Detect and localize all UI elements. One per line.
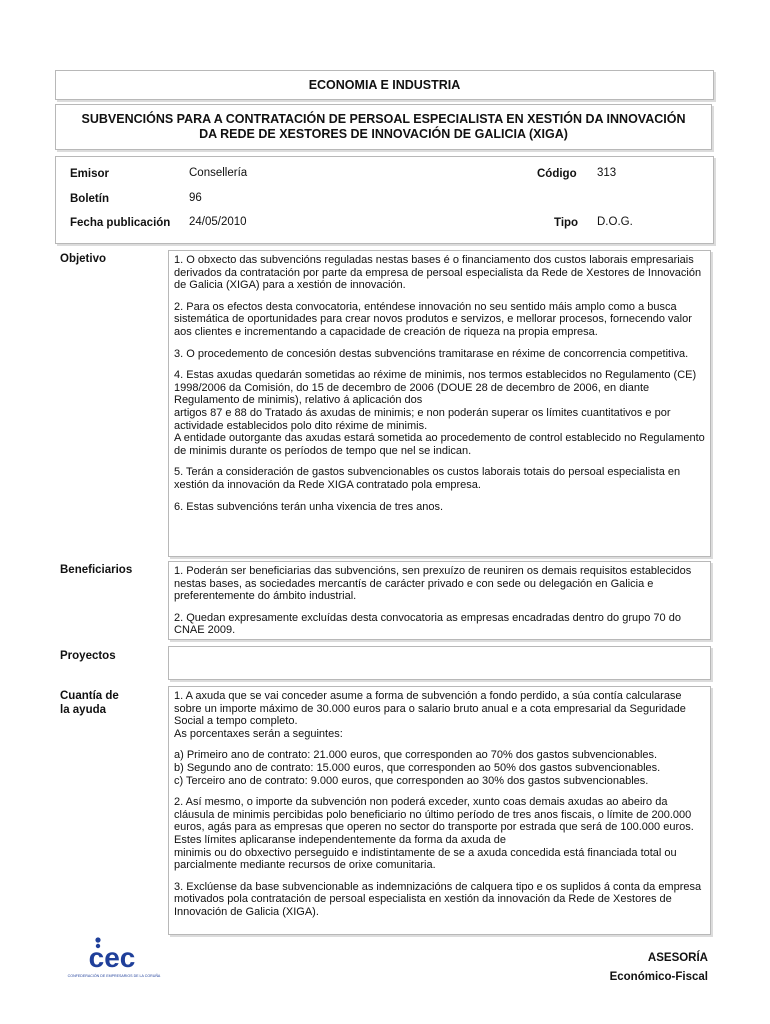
cuantia-label-line-2: la ayuda [60,704,107,716]
fecha-label: Fecha publicación [70,217,171,229]
cuantia-paragraph-3: 2. Así mesmo, o importe da subvención non poderá exceder, xunto coas demais axudas ao abeiro da cláusula de minimis percibidas polo beneficiario no último período de tres anos fiscais, o límite de 200.000 euros, agás para as empresas que operen no sector do transporte por estrada que será de 100.000 euros. Estes límites aplicaranse independentemente da forma da axuda de minimis ou do obxectivo perseguido e indistintamente de se a axuda concedida está financiada total ou parcialmente mediante recursos de orixe comunitaria. [174,796,694,872]
objetivo-paragraph-4: 4. Estas axudas quedarán sometidas ao réxime de minimis, nos termos establecidos no Regulamento (CE) 1998/2006 da Comisión, do 15 de decembro de 2006 (DOUE 28 de decembro de 2006, en diante Regulamento de minimis), relativo á aplicación dos artigos 87 e 88 do Tratado ás axudas de minimis; e non poderán superar os límites cuantitativos e por actividade establecidos polo dito réxime de minimis. A entidade outorgante das axudas estará sometida ao procedemento de control establecido no Regulamento de minimis durante os períodos de tempo que nel se indican. [174,369,705,457]
beneficiarios-paragraph-1: 1. Poderán ser beneficiarias das subvencións, sen prexuízo de reuniren os demais requisitos establecidos nestas bases, as sociedades mercantís de carácter privado e con sede ou delegación en Galicia e preferentemente do ámbito industrial. [174,565,692,603]
boletin-label: Boletín [70,193,109,205]
boletin-value: 96 [189,192,202,204]
proyectos-content [168,646,711,680]
fecha-value: 24/05/2010 [189,216,247,228]
objetivo-paragraph-5: 5. Terán a consideración de gastos subvencionables os custos laborais totais do persoal especialista en xestión da innovación da Rede XIGA contratado pola empresa. [174,466,681,491]
proyectos-label: Proyectos [60,650,116,662]
objetivo-paragraph-1: 1. O obxecto das subvencións reguladas nestas bases é o financiamento dos custos laborais empresariais derivados da contratación por parte da empresa de persoal especialista da Rede de Xestores de Innovación de Galicia (XIGA) para a xestión de innovación. [174,254,702,292]
cuantia-paragraph-4: 3. Exclúense da base subvencionable as indemnizacións de calquera tipo e os suplidos á conta da empresa motivados pola contratación de persoal especialista en xestión da innovación da Rede de Xestores de Innovación de Galicia (XIGA). [174,880,702,918]
cuantia-label [60,689,119,717]
codigo-label: Código [537,168,577,180]
objetivo-label: Objetivo [60,253,107,265]
cuantia-label-line-1: Cuantía de [60,690,119,702]
cec-logo-graphic [67,936,161,994]
department-title: ECONOMIA E INDUSTRIA [308,78,461,92]
document-title: SUBVENCIÓNS PARA A CONTRATACIÓN DE PERSOAL ESPECIALISTA EN XESTIÓN DA INNOVACIÓN DA REDE DE XESTORES DE INNOVACIÓN DE GALICIA (XIGA) [81,112,686,141]
tipo-value: D.O.G. [597,216,633,228]
tipo-label: Tipo [554,217,579,229]
codigo-value: 313 [597,167,617,179]
cec-logo [67,936,161,994]
objetivo-paragraph-6: 6. Estas subvencións terán unha vixencia de tres anos. [174,500,444,513]
cuantia-content [168,686,711,935]
beneficiarios-paragraph-2: 2. Quedan expresamente excluídas desta convocatoria as empresas encadradas dentro do grupo 70 do CNAE 2009. [174,611,681,637]
metadata-box [55,156,714,244]
emisor-value: Consellería [189,167,248,179]
footer-line-1: ASESORÍA [647,952,708,964]
beneficiarios-label: Beneficiarios [60,564,133,576]
beneficiarios-content [168,561,711,640]
objetivo-paragraph-3: 3. O procedemento de concesión destas subvencións tramitarase en réxime de concorrencia competitiva. [174,347,689,360]
document-title-box [55,104,712,150]
objetivo-paragraph-2: 2. Para os efectos desta convocatoria, enténdese innovación no seu sentido máis amplo como a busca sistemática de oportunidades para crear novos produtos e servizos, e mellorar procesos, fornecendo valor aos clientes e incrementando a capacidade de creación de riqueza na propia empresa. [174,300,692,338]
cuantia-paragraph-1: 1. A axuda que se vai conceder asume a forma de subvención a fondo perdido, a súa contía calcularase sobre un importe máximo de 30.000 euros para o salario bruto anual e a cota empresarial da Seguridade Social a tempo completo. As porcentaxes serán a seguintes: [174,690,686,740]
emisor-label: Emisor [70,168,109,180]
cuantia-paragraph-2: a) Primeiro ano de contrato: 21.000 euros, que corresponden ao 70% dos gastos subvencionables. b) Segundo ano de contrato: 15.000 euros, que corresponden ao 50% dos gastos subvencionables. c) Terceiro ano de contrato: 9.000 euros, que corresponden ao 30% dos gastos subvencionables. [174,749,661,787]
cec-logo-text: cec [88,942,136,973]
cec-logo-subtext: CONFEDERACIÓN DE EMPRESARIOS DE LA CORUÑA [67,974,161,978]
objetivo-content [168,250,711,557]
department-header [55,70,714,100]
footer-line-2: Económico-Fiscal [609,971,708,983]
